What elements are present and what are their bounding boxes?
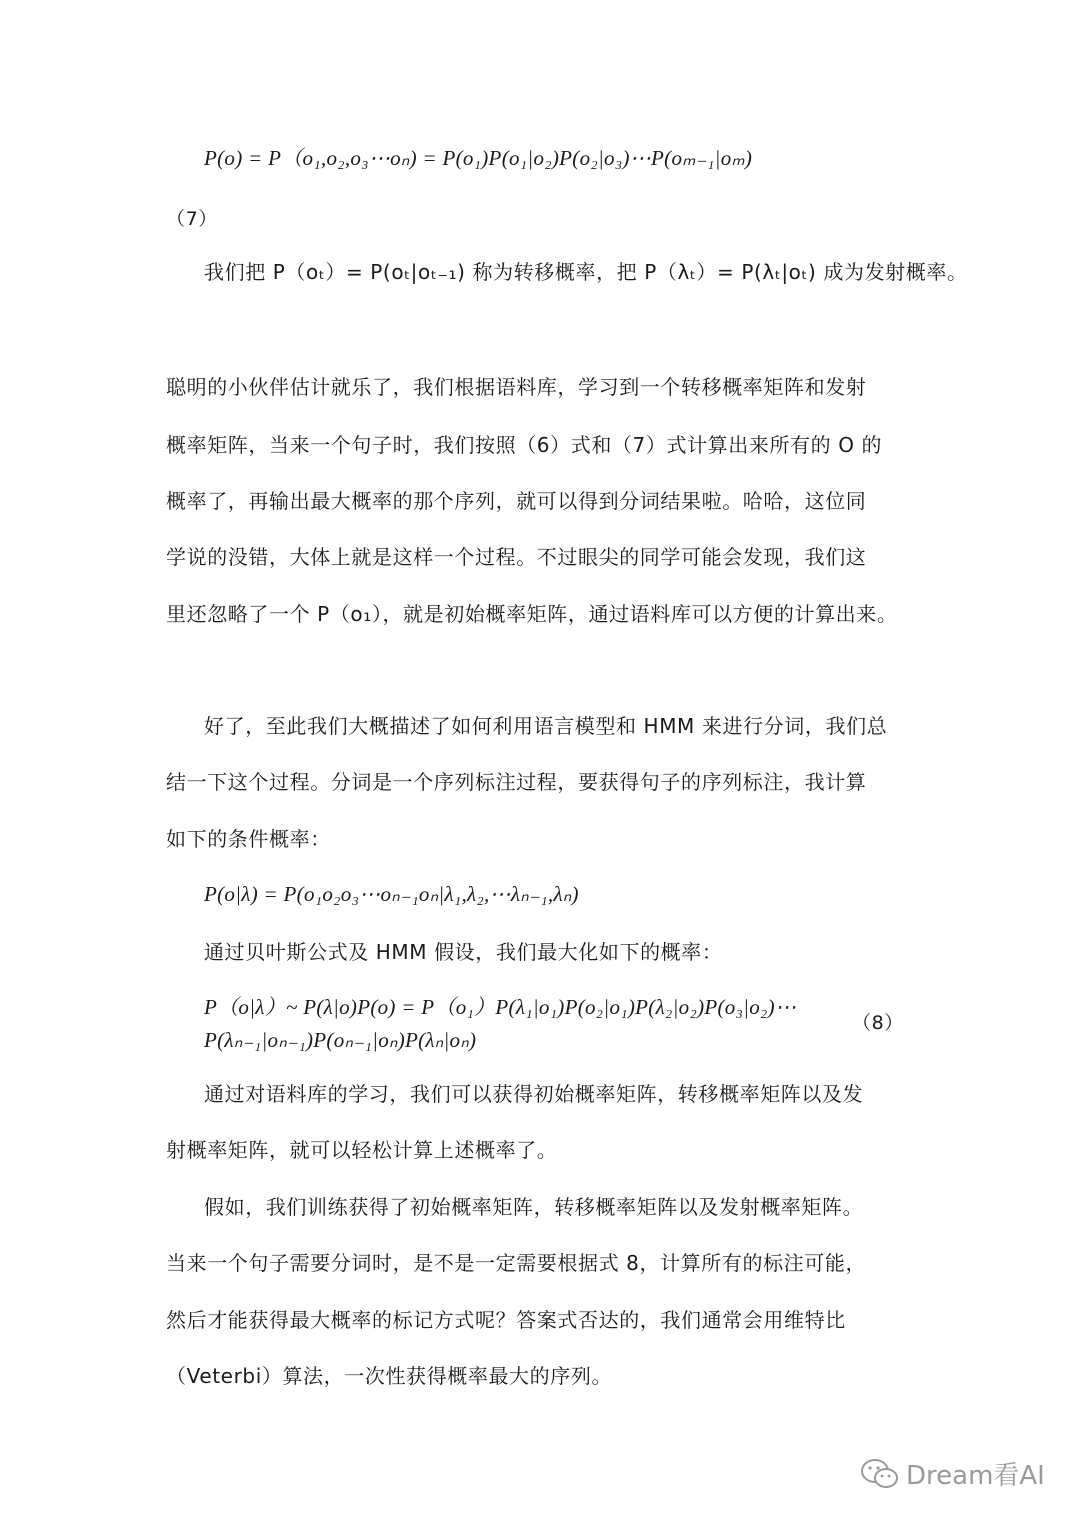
wechat-icon [860, 1457, 900, 1491]
paragraph-3-line: 通过对语料库的学习，我们可以获得初始概率矩阵，转移概率矩阵以及发 [204, 1082, 864, 1106]
bayes-line: 通过贝叶斯公式及 HMM 假设，我们最大化如下的概率： [204, 940, 723, 964]
watermark-text: Dream看AI [906, 1461, 1045, 1491]
eq8-tag: （8） [852, 1012, 904, 1034]
eq8-formula-line-2: P(λₙ₋₁|oₙ₋₁)P(oₙ₋₁|oₙ)P(λₙ|oₙ) [204, 1028, 477, 1052]
paragraph-4-line: 假如，我们训练获得了初始概率矩阵，转移概率矩阵以及发射概率矩阵。 [204, 1195, 864, 1219]
paragraph-1-line: 概率了，再输出最大概率的那个序列，就可以得到分词结果啦。哈哈，这位同 [166, 489, 867, 513]
eq7-formula: P(o) = P（o₁,o₂,o₃⋯oₙ) = P(o₁)P(o₁|o₂)P(o₂|o₃)⋯P(oₘ₋₁|oₘ) [204, 146, 753, 170]
paragraph-2-line: 如下的条件概率： [166, 827, 331, 851]
paragraph-4-line: 然后才能获得最大概率的标记方式呢？答案式否达的，我们通常会用维特比 [166, 1308, 846, 1332]
paragraph-2-line: 结一下这个过程。分词是一个序列标注过程，要获得句子的序列标注，我计算 [166, 770, 867, 794]
definition-line: 我们把 P（oₜ）= P(oₜ|oₜ₋₁) 称为转移概率，把 P（λₜ）= P(λₜ|oₜ) 成为发射概率。 [204, 260, 968, 284]
paragraph-3-line: 射概率矩阵，就可以轻松计算上述概率了。 [166, 1138, 558, 1162]
paragraph-1-line: 聪明的小伙伴估计就乐了，我们根据语料库，学习到一个转移概率矩阵和发射 [166, 375, 867, 399]
paragraph-4-line: 当来一个句子需要分词时，是不是一定需要根据式 8，计算所有的标注可能， [166, 1251, 867, 1275]
conditional-probability-formula: P(o|λ) = P(o₁o₂o₃⋯oₙ₋₁oₙ|λ₁,λ₂,⋯λₙ₋₁,λₙ) [204, 882, 579, 906]
paragraph-1-line: 学说的没错，大体上就是这样一个过程。不过眼尖的同学可能会发现，我们这 [166, 545, 867, 569]
watermark [860, 1455, 1045, 1492]
paragraph-1-line: 概率矩阵，当来一个句子时，我们按照（6）式和（7）式计算出来所有的 O 的 [166, 433, 883, 457]
eq7-tag: （7） [166, 208, 218, 230]
eq8-formula-line-1: P（o|λ）~ P(λ|o)P(o) = P（o₁）P(λ₁|o₁)P(o₂|o₁)P(λ₂|o₂)P(o₃|o₂)⋯ [204, 995, 797, 1019]
paragraph-1-line: 里还忽略了一个 P（o₁），就是初始概率矩阵，通过语料库可以方便的计算出来。 [166, 602, 898, 626]
paragraph-2-line: 好了，至此我们大概描述了如何利用语言模型和 HMM 来进行分词，我们总 [204, 714, 888, 738]
paragraph-4-line: （Veterbi）算法，一次性获得概率最大的序列。 [166, 1364, 613, 1388]
